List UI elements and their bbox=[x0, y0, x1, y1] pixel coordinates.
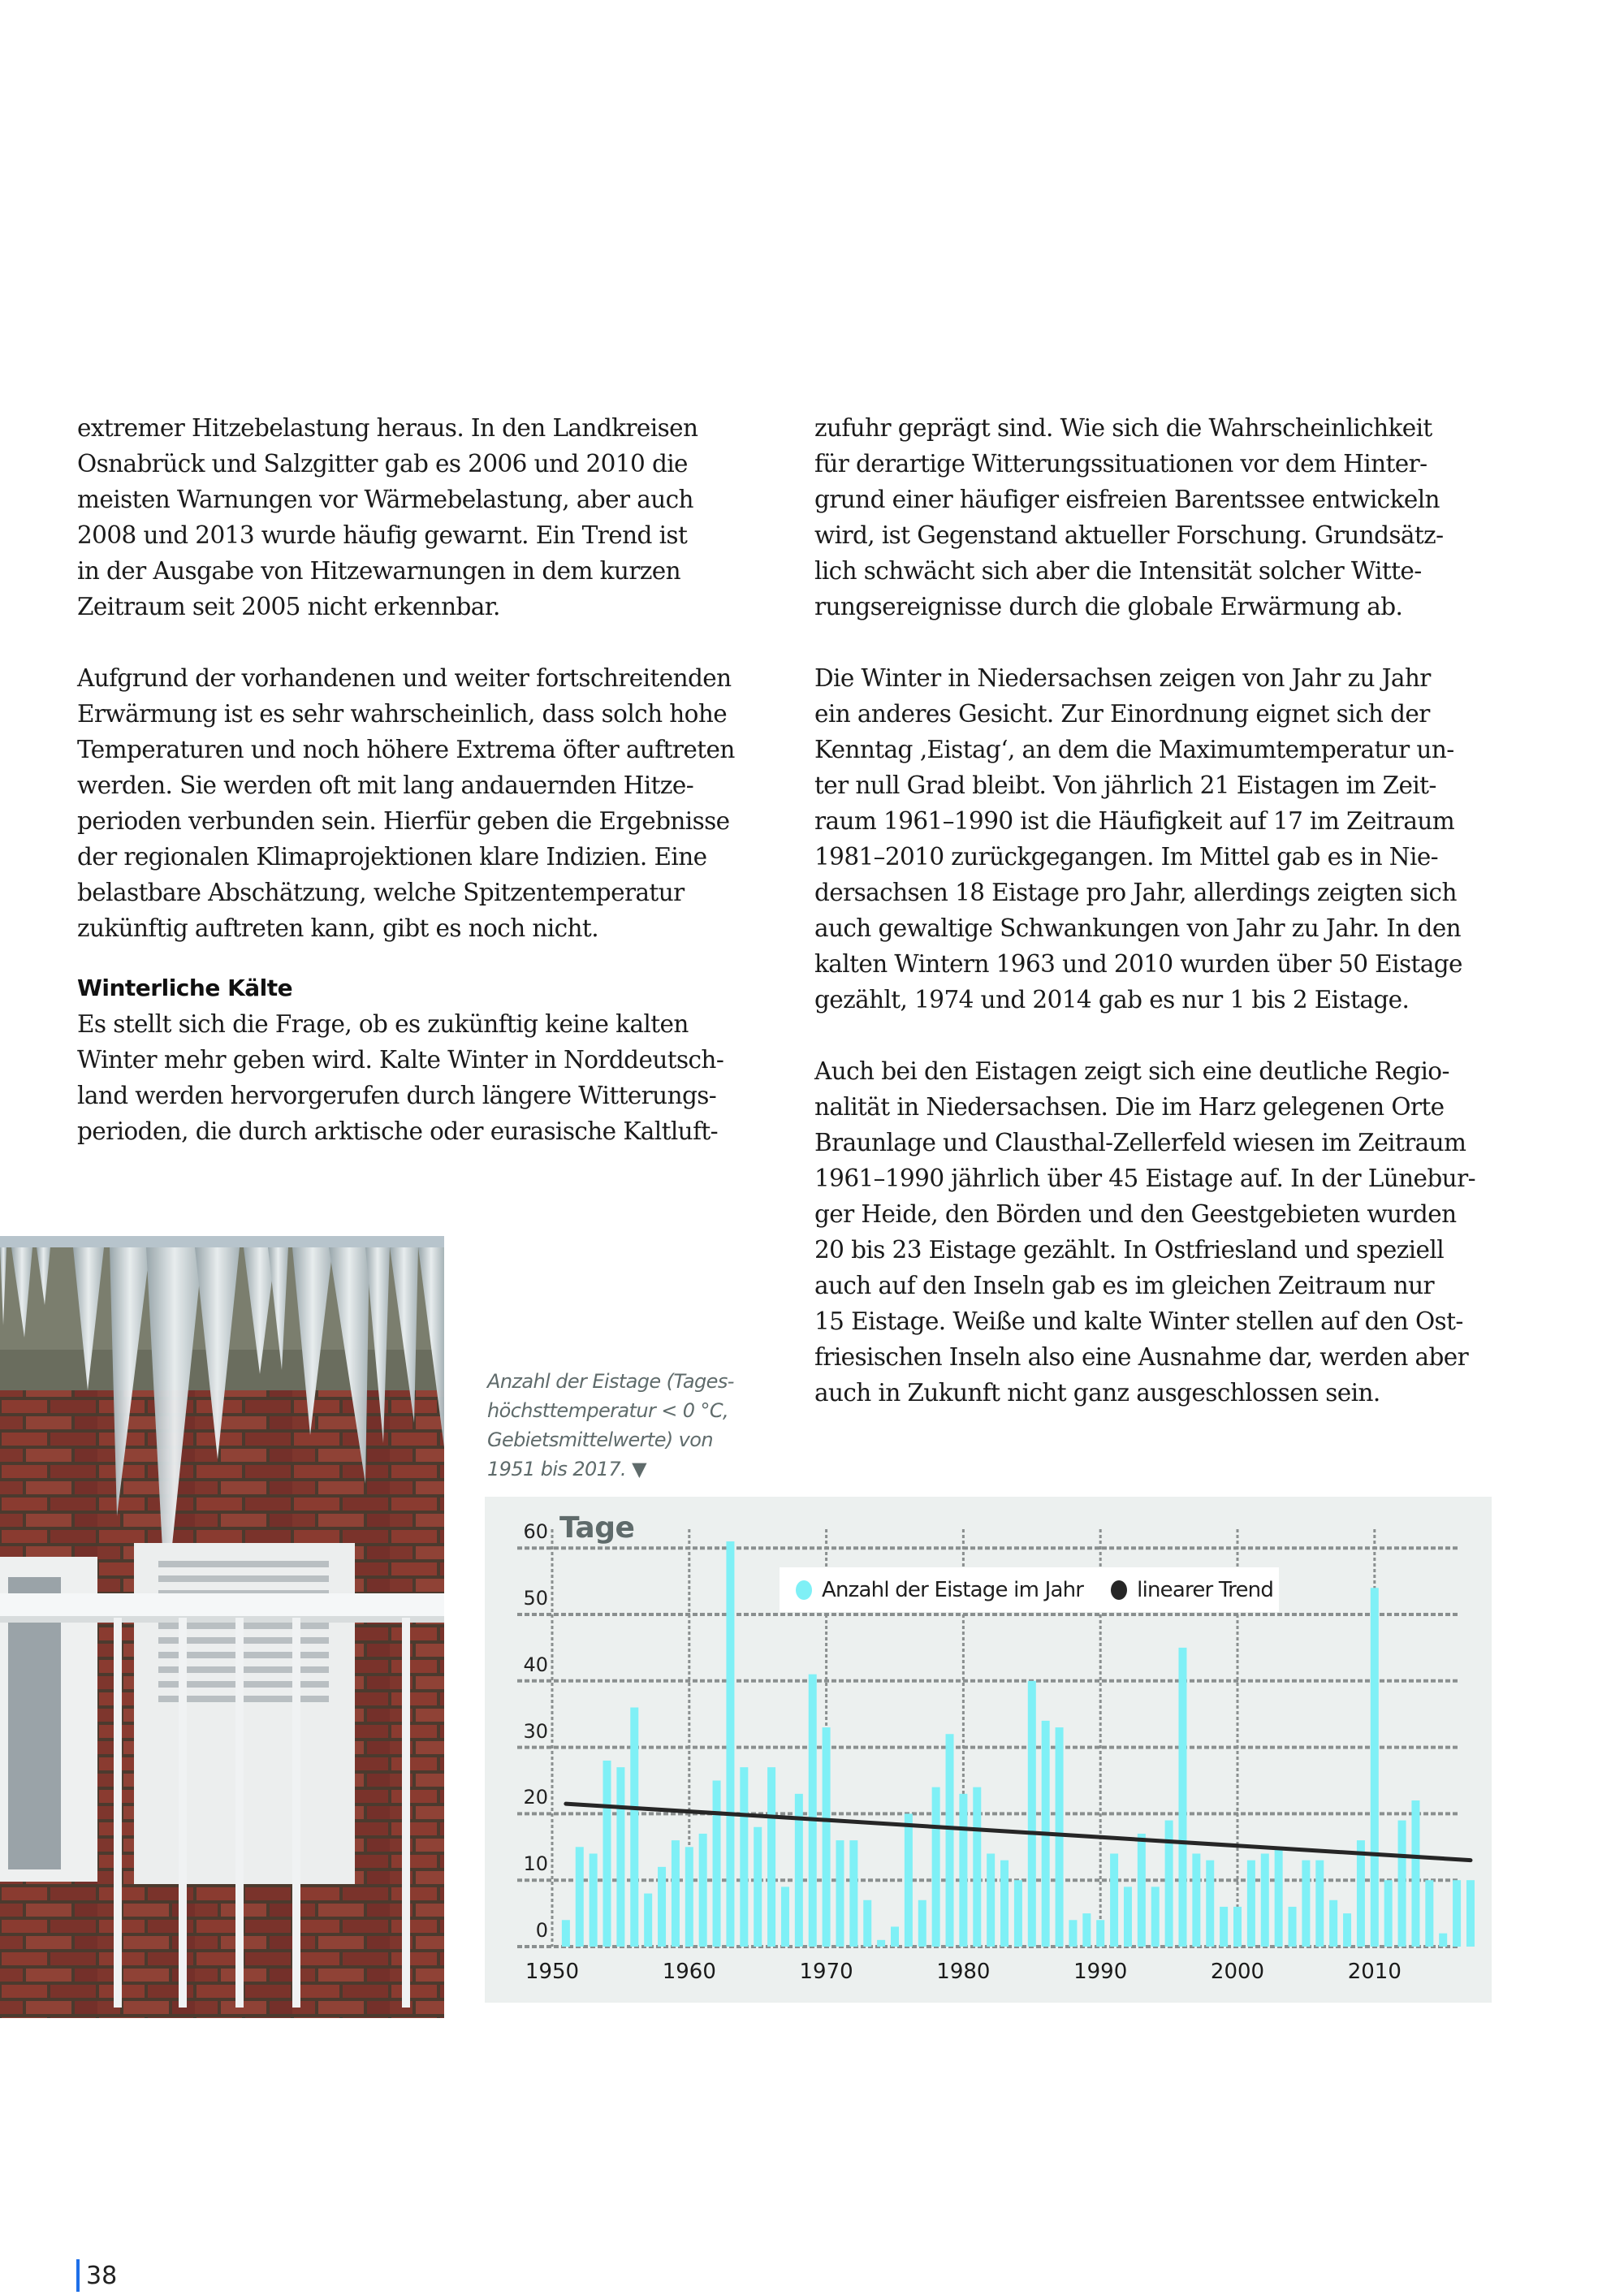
text-line: ter null Grad bleibt. Von jährlich 21 Eistagen im Zeit- bbox=[814, 771, 1436, 799]
x-tick-label: 1950 bbox=[525, 1960, 580, 1984]
y-tick-label: 30 bbox=[523, 1719, 548, 1743]
text-line: nalität in Niedersachsen. Die im Harz gelegenen Orte bbox=[814, 1093, 1445, 1121]
x-tick-label: 1980 bbox=[936, 1960, 991, 1984]
page-number-text: 38 bbox=[86, 2261, 118, 2290]
text-line: Zeitraum seit 2005 nicht erkennbar. bbox=[77, 593, 500, 620]
paragraph bbox=[814, 410, 1497, 625]
paragraph bbox=[814, 1053, 1497, 1411]
text-line: perioden, die durch arktische oder eurasische Kaltluft- bbox=[77, 1117, 719, 1145]
text-line: Erwärmung ist es sehr wahrscheinlich, dass solch hohe bbox=[77, 700, 728, 728]
text-line: auch auf den Inseln gab es im gleichen Zeitraum nur bbox=[814, 1272, 1434, 1299]
text-line: rungsereignisse durch die globale Erwärmung ab. bbox=[814, 593, 1403, 620]
legend-label: Anzahl der Eistage im Jahr bbox=[822, 1577, 1084, 1602]
text-line: gezählt, 1974 und 2014 gab es nur 1 bis 2 Eistage. bbox=[814, 986, 1410, 1014]
text-line: für derartige Witterungssituationen vor dem Hinter- bbox=[814, 450, 1427, 478]
legend-dot-dark-icon bbox=[1111, 1580, 1127, 1600]
legend-item-bars bbox=[780, 1578, 1083, 1602]
y-tick-label: 0 bbox=[535, 1919, 548, 1942]
text-line: Temperaturen und noch höhere Extrema öfter auftreten bbox=[77, 736, 735, 763]
paragraph-gap bbox=[814, 1018, 1497, 1053]
text-line: 2008 und 2013 wurde häufig gewarnt. Ein Trend ist bbox=[77, 521, 688, 549]
x-tick-label: 1960 bbox=[662, 1960, 716, 1984]
text-line: perioden verbunden sein. Hierfür geben die Ergebnisse bbox=[77, 807, 730, 835]
text-line: ger Heide, den Börden und den Geestgebieten wurden bbox=[814, 1200, 1457, 1228]
chart-caption bbox=[487, 1367, 734, 1484]
text-line: belastbare Abschätzung, welche Spitzentemperatur bbox=[77, 879, 685, 906]
caption-line: höchsttemperatur < 0 °C, bbox=[487, 1399, 729, 1422]
text-line: raum 1961–1990 ist die Häufigkeit auf 17 im Zeitraum bbox=[814, 807, 1455, 835]
text-line: lich schwächt sich aber die Intensität solcher Witte- bbox=[814, 557, 1422, 585]
text-line: Winter mehr geben wird. Kalte Winter in Norddeutsch- bbox=[77, 1046, 724, 1074]
text-line: meisten Warnungen vor Wärmebelastung, aber auch bbox=[77, 486, 693, 513]
y-tick-label: 60 bbox=[523, 1520, 548, 1544]
text-line: ein anderes Gesicht. Zur Einordnung eignet sich der bbox=[814, 700, 1430, 728]
text-line: 20 bis 23 Eistage gezählt. In Ostfriesland und speziell bbox=[814, 1236, 1445, 1264]
icicle-photo-illustration bbox=[0, 1236, 444, 2018]
x-tick-label: 1970 bbox=[799, 1960, 853, 1984]
text-line: friesischen Inseln also eine Ausnahme dar, werden aber bbox=[814, 1343, 1469, 1371]
section-heading: Winterliche Kälte bbox=[77, 975, 293, 1001]
right-column bbox=[814, 410, 1497, 1411]
text-line: der regionalen Klimaprojektionen klare Indizien. Eine bbox=[77, 843, 707, 871]
legend-dot-cyan-icon bbox=[796, 1580, 812, 1600]
caption-line: 1951 bis 2017. ▼ bbox=[487, 1458, 646, 1480]
text-line: zufuhr geprägt sind. Wie sich die Wahrscheinlichkeit bbox=[814, 414, 1432, 442]
text-line: werden. Sie werden oft mit lang andauernden Hitze- bbox=[77, 771, 694, 799]
text-line: kalten Wintern 1963 und 2010 wurden über 50 Eistage bbox=[814, 950, 1462, 978]
paragraph bbox=[77, 1006, 759, 1149]
paragraph bbox=[77, 410, 759, 625]
text-line: Es stellt sich die Frage, ob es zukünftig keine kalten bbox=[77, 1010, 689, 1038]
icicle-photo bbox=[0, 1236, 444, 2018]
text-line: 15 Eistage. Weiße und kalte Winter stellen auf den Ost- bbox=[814, 1307, 1463, 1335]
text-line: Auch bei den Eistagen zeigt sich eine deutliche Regio- bbox=[814, 1057, 1449, 1085]
paragraph-gap bbox=[77, 625, 759, 660]
chart-legend bbox=[780, 1567, 1279, 1612]
paragraph bbox=[77, 660, 759, 946]
text-line: Osnabrück und Salzgitter gab es 2006 und 2010 die bbox=[77, 450, 688, 478]
text-line: Braunlage und Clausthal-Zellerfeld wiesen im Zeitraum bbox=[814, 1129, 1466, 1156]
text-line: grund einer häufiger eisfreien Barentssee entwickeln bbox=[814, 486, 1440, 513]
legend-label: linearer Trend bbox=[1137, 1577, 1274, 1602]
text-line: extremer Hitzebelastung heraus. In den Landkreisen bbox=[77, 414, 698, 442]
text-line: auch in Zukunft nicht ganz ausgeschlossen sein. bbox=[814, 1379, 1380, 1407]
x-tick-label: 1990 bbox=[1073, 1960, 1128, 1984]
left-column bbox=[77, 410, 759, 1149]
caption-line: Anzahl der Eistage (Tages- bbox=[487, 1370, 734, 1393]
text-line: Die Winter in Niedersachsen zeigen von Jahr zu Jahr bbox=[814, 664, 1431, 692]
legend-item-trend bbox=[1083, 1578, 1273, 1602]
text-line: in der Ausgabe von Hitzewarnungen in dem kurzen bbox=[77, 557, 681, 585]
paragraph bbox=[814, 660, 1497, 1018]
x-tick-label: 2010 bbox=[1347, 1960, 1402, 1984]
paragraph-gap bbox=[77, 946, 759, 970]
page-marker bbox=[76, 2259, 80, 2292]
ice-days-chart bbox=[485, 1497, 1492, 2003]
y-axis-title: Tage bbox=[559, 1511, 635, 1545]
text-line: dersachsen 18 Eistage pro Jahr, allerdings zeigten sich bbox=[814, 879, 1457, 906]
text-line: 1961–1990 jährlich über 45 Eistage auf. In der Lünebur- bbox=[814, 1165, 1475, 1192]
y-tick-label: 10 bbox=[523, 1852, 548, 1876]
text-line: auch gewaltige Schwankungen von Jahr zu Jahr. In den bbox=[814, 914, 1462, 942]
y-tick-label: 20 bbox=[523, 1786, 548, 1809]
y-tick-label: 40 bbox=[523, 1653, 548, 1676]
caption-line: Gebietsmittelwerte) von bbox=[487, 1428, 713, 1451]
page-number bbox=[76, 2259, 117, 2292]
y-tick-label: 50 bbox=[523, 1587, 548, 1610]
text-line: wird, ist Gegenstand aktueller Forschung. Grundsätz- bbox=[814, 521, 1444, 549]
text-line: Aufgrund der vorhandenen und weiter fortschreitenden bbox=[77, 664, 732, 692]
x-tick-label: 2000 bbox=[1210, 1960, 1265, 1984]
text-line: Kenntag ‚Eistag‘, an dem die Maximumtemperatur un- bbox=[814, 736, 1454, 763]
text-line: land werden hervorgerufen durch längere Witterungs- bbox=[77, 1082, 717, 1109]
text-line: zukünftig auftreten kann, gibt es noch nicht. bbox=[77, 914, 598, 942]
text-line: 1981–2010 zurückgegangen. Im Mittel gab es in Nie- bbox=[814, 843, 1439, 871]
paragraph-gap bbox=[814, 625, 1497, 660]
